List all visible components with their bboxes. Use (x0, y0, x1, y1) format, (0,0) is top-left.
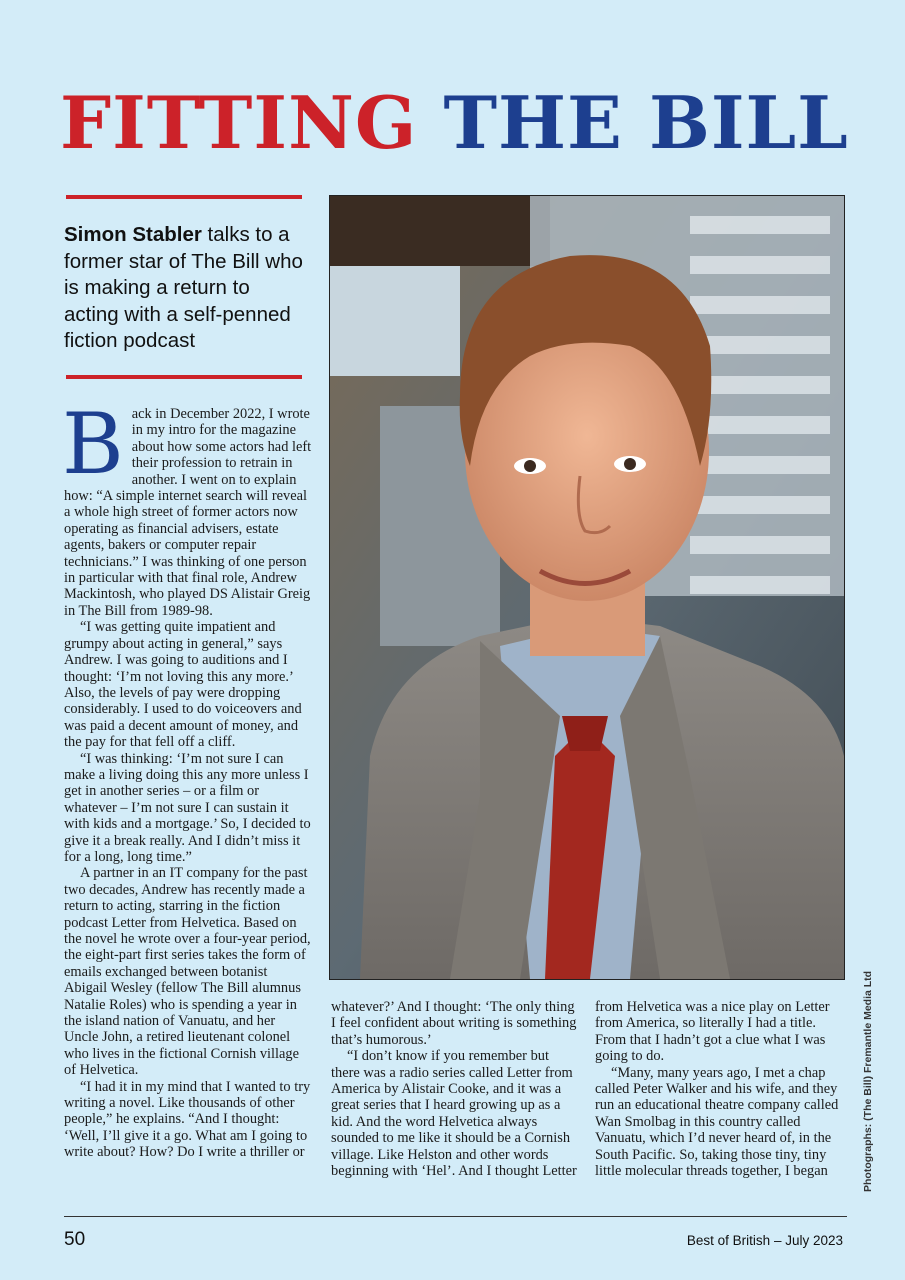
article-column-3 (595, 999, 845, 1179)
paragraph: “I was getting quite impatient and grumpy about acting in general,” says Andrew. I was going to auditions and I thought: ‘I’m not loving this any more.’ Also, the levels of pay were dropping considerably. I used to do voiceovers and was paid a decent amount of money, and the pay for that fell off a cliff. (64, 619, 302, 751)
paragraph: whatever?’ And I thought: ‘The only thing I feel confident about writing is something that’s humorous.’ (331, 999, 577, 1048)
paragraph: from Helvetica was a nice play on Letter from America, so literally I had a title. From that I hadn’t got a clue what I was going to do. (595, 999, 830, 1065)
article-column-2 (331, 999, 579, 1179)
bottom-red-rule (66, 375, 302, 379)
photo-credit: Photographs: (The Bill) Fremantle Media Ltd (862, 970, 874, 1192)
article-column-1 (62, 395, 312, 1161)
standfirst (64, 222, 308, 355)
headline (60, 82, 860, 164)
top-red-rule (66, 195, 302, 199)
headline-word-the-bill: THE BILL (443, 80, 849, 165)
footer-rule (64, 1216, 847, 1217)
paragraph: “Many, many years ago, I met a chap called Peter Walker and his wife, and they run an educational theatre company called Wan Smolbag in this country called Vanuatu, which I’d never heard of, in the South Pacific. So, taking those tiny, tiny little molecular threads together, I began (595, 1064, 839, 1180)
paragraph: ack in December 2022, I wrote in my intro for the magazine about how some actors had left their profession to retrain in another. I went on to explain how: “A simple internet search will reveal a whole high street of former actors now operating as financial advisers, estate agents, bakers or computer repair technicians.” I was thinking of one person in particular with that final role, Andrew Mackintosh, who played DS Alistair Greig in The Bill from 1989-98. (64, 406, 312, 619)
paragraph: “I was thinking: ‘I’m not sure I can make a living doing this any more unless I get in another series – or a film or whatever – I’m not sure I can sustain it with kids and a mortgage.’ So, I decided to give it a break really. And I didn’t miss it for a long, long time.” (64, 750, 311, 865)
drop-cap: B (62, 395, 124, 493)
standfirst-text: talks to a former star of The Bill who is making a return to acting with a self-penned fiction podcast (64, 223, 303, 352)
magazine-issue: Best of British – July 2023 (686, 1233, 843, 1248)
page-number: 50 (64, 1229, 86, 1250)
portrait-photo (329, 195, 845, 980)
paragraph: “I had it in my mind that I wanted to try writing a novel. Like thousands of other people,” he explains. “And I thought: ‘Well, I’ll give it a go. What am I going to write about? How? Do I write a thriller or (64, 1078, 311, 1161)
standfirst-author: Simon Stabler (64, 223, 202, 246)
paragraph: “I don’t know if you remember but there was a radio series called Letter from America by Alistair Cooke, and it was a great series that I heard growing up as a kid. And the word Helvetica always sounded to me like it should be a Cornish village. Like Helston and other words beginning with ‘Hel’. And I thought Letter (331, 1048, 577, 1180)
paragraph: A partner in an IT company for the past two decades, Andrew has recently made a return to acting, starring in the fiction podcast Letter from Helvetica. Based on the novel he wrote over a four-year period, the eight-part first series takes the form of emails exchanged between botanist Abigail Wesley (fellow The Bill alumnus Natalie Roles) who is spending a year in the island nation of Vanuatu, and her Uncle John, a retired lieutenant colonel who lives in the fictional Cornish village of Helvetica. (64, 865, 311, 1079)
headline-word-fitting: FITTING (60, 80, 418, 165)
